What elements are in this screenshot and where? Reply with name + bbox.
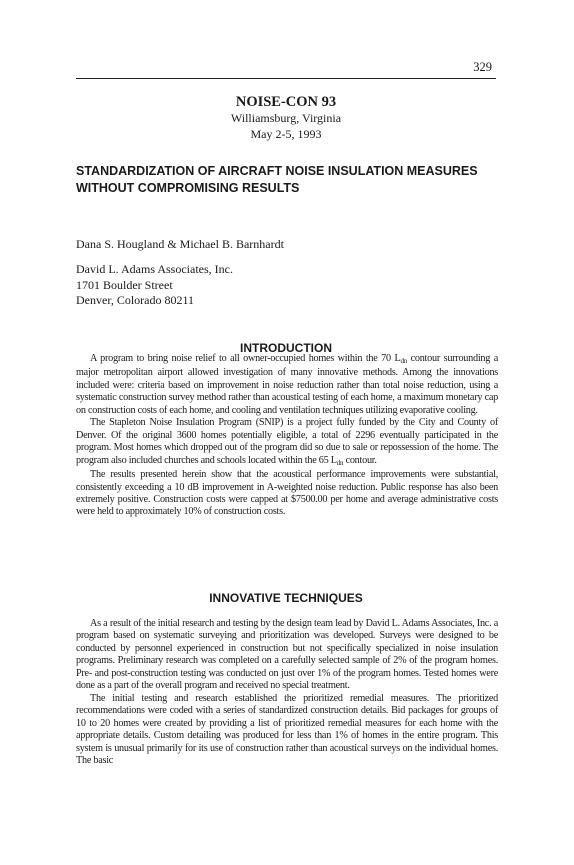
conference-name: NOISE-CON 93 bbox=[235, 94, 337, 110]
affiliation-city: Denver, Colorado 80211 bbox=[76, 293, 195, 307]
innovative-paragraph-2: The initial testing and research established the prioritized remedial measures. The prioritized recommendations were coded with a series of standardized construction details. Bid packages for groups of 10 to 20 homes were created by providing a list of prioritized remedial measures for each home with the appropriate details. Custom detailing was produced for less than 1% of homes in the entire program. This system is unusual primarily for its use of construction rather than acoustical surveys on the individual homes. The basic bbox=[76, 692, 498, 766]
section-heading-introduction: INTRODUCTION bbox=[240, 341, 332, 355]
introduction-paragraph-3: The results presented herein show that the acoustical performance improvements were substantial, consistently exceeding a 10 dB improvement in A-weighted noise reduction. Public response has also been extremely positive. Construction costs were capped at $7500.00 per home and average administrative costs were held to approximately 10% of construction costs. bbox=[76, 469, 498, 518]
affiliation-street: 1701 Boulder Street bbox=[76, 277, 173, 292]
header-rule bbox=[76, 78, 496, 79]
affiliation-org: David L. Adams Associates, Inc. bbox=[76, 262, 233, 276]
intro-p1-text-b: contour surrounding a major metropolitan airport allowed investigation of many innovative methods. Among the innovations included were: criteria based on improvement in noise reduction rather than total noise reduction, using a systematic construction survey method rather than acoustical testing of each home, a maximum monetary cap on construction costs of each home, and cooling and ventilation techniques utilizing evaporative cooling. bbox=[76, 353, 498, 416]
page-number: 329 bbox=[473, 60, 492, 74]
introduction-body bbox=[76, 353, 498, 519]
intro-p2-subscript: dn bbox=[336, 458, 344, 467]
conference-location: Williamsburg, Virginia bbox=[230, 111, 342, 125]
intro-p2-text-a: The Stapleton Noise Insulation Program (SNIP) is a project fully funded by the City and County of Denver. Of the original 3600 homes potentially eligible, a total of 2296 eventually participated in the program. Most homes which dropped out of the program did so due to sale or repossession of the home. The program also included churches and schools located within the 65 L bbox=[76, 417, 498, 466]
authors: Dana S. Hougland & Michael B. Barnhardt bbox=[76, 237, 284, 251]
section-heading-innovative-techniques: INNOVATIVE TECHNIQUES bbox=[209, 591, 363, 605]
innovative-techniques-body bbox=[76, 618, 498, 767]
innovative-paragraph-1: As a result of the initial research and testing by the design team lead by David L. Adams Associates, Inc. a program based on systematic surveying and prioritization was developed. Surveys were designed to be conducted by personnel experienced in construction but not specifically specialized in noise insulation programs. Preliminary research was completed on a carefully selected sample of 2% of the program homes. Pre- and post-construction testing was conducted on just over 1% of the program homes. Tested homes were done as a part of the overall program and received no special treatment. bbox=[76, 618, 498, 692]
paper-title-line-1: STANDARDIZATION OF AIRCRAFT NOISE INSULATION MEASURES bbox=[76, 164, 478, 178]
introduction-paragraph-2 bbox=[76, 417, 498, 469]
intro-p2-text-b: contour. bbox=[343, 454, 377, 466]
conference-dates: May 2-5, 1993 bbox=[250, 126, 322, 141]
conference-block bbox=[76, 93, 496, 142]
paper-title-line-2: WITHOUT COMPROMISING RESULTS bbox=[76, 181, 300, 195]
intro-p1-subscript: dn bbox=[400, 357, 407, 365]
paper-title bbox=[76, 163, 506, 197]
affiliation-address bbox=[76, 262, 233, 309]
intro-p1-text-a: A program to bring noise relief to all owner-occupied homes within the 70 L bbox=[90, 353, 401, 364]
introduction-paragraph-1 bbox=[76, 353, 498, 417]
